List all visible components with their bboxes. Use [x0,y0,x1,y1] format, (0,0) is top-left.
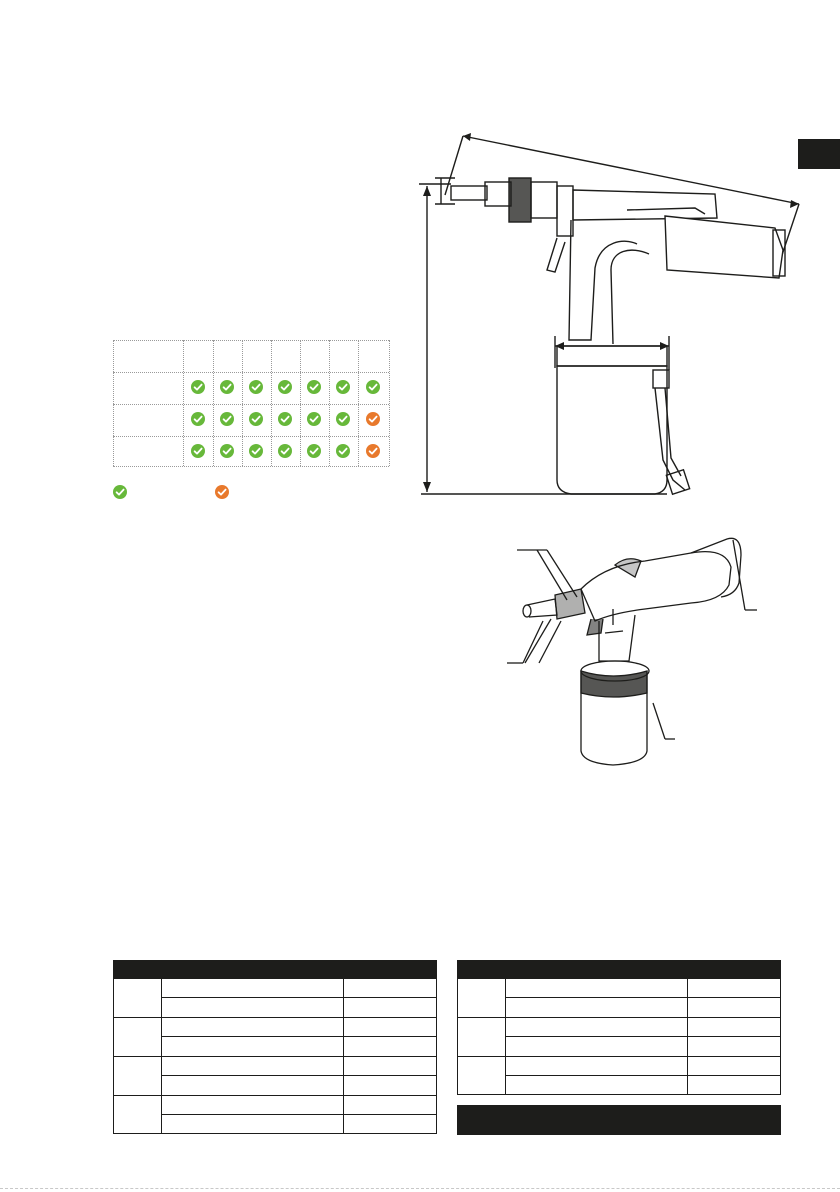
label-cell [505,1017,688,1037]
check-orange-icon [366,412,380,426]
tool-perspective-parts [495,525,775,775]
matrix-gridline [113,372,389,373]
matrix-gridline [113,436,389,437]
value-cell [343,1114,437,1134]
label-cell [161,1056,344,1076]
matrix-gridline [113,466,389,467]
tool-side-view-dimensions [405,120,825,510]
matrix-gridline [213,340,214,466]
check-green-icon [249,444,263,458]
page-bottom-rule [0,1188,840,1189]
label-cell [161,978,344,998]
legend-ok-icon [113,485,127,499]
label-cell [505,1036,688,1057]
spec-table-header [457,960,781,978]
group-cell [113,1056,162,1096]
value-cell [687,1075,781,1095]
value-cell [343,1056,437,1076]
group-cell [457,1017,506,1057]
label-cell [161,1017,344,1037]
check-green-icon [220,444,234,458]
group-cell [113,978,162,1018]
group-cell [113,1095,162,1134]
value-cell [343,1036,437,1057]
check-green-icon [307,412,321,426]
matrix-gridline [183,340,184,466]
check-green-icon [191,380,205,394]
matrix-gridline [113,340,389,341]
check-green-icon [307,380,321,394]
value-cell [343,978,437,998]
value-cell [687,997,781,1018]
check-green-icon [220,412,234,426]
note-bar [457,1105,781,1135]
matrix-gridline [242,340,243,466]
spec-table-left [113,960,437,1134]
check-green-icon [278,412,292,426]
check-green-icon [336,412,350,426]
value-cell [687,978,781,998]
matrix-gridline [113,340,114,466]
group-cell [457,1056,506,1095]
label-cell [505,978,688,998]
check-green-icon [249,412,263,426]
group-cell [457,978,506,1018]
check-green-icon [336,380,350,394]
check-green-icon [191,412,205,426]
matrix-gridline [113,404,389,405]
check-green-icon [336,444,350,458]
value-cell [687,1056,781,1076]
matrix-gridline [271,340,272,466]
compatibility-matrix [113,340,389,466]
label-cell [505,1056,688,1076]
check-green-icon [307,444,321,458]
check-green-icon [191,444,205,458]
matrix-gridline [329,340,330,466]
label-cell [505,1075,688,1095]
value-cell [687,1017,781,1037]
matrix-gridline [300,340,301,466]
value-cell [687,1036,781,1057]
check-orange-icon [366,444,380,458]
value-cell [343,1075,437,1096]
spec-table-header [113,960,437,978]
check-green-icon [278,380,292,394]
legend-limited-icon [215,485,229,499]
label-cell [505,997,688,1018]
value-cell [343,997,437,1018]
check-green-icon [249,380,263,394]
label-cell [161,1036,344,1057]
group-cell [113,1017,162,1057]
matrix-gridline [389,340,390,466]
matrix-gridline [358,340,359,466]
value-cell [343,1095,437,1115]
check-green-icon [278,444,292,458]
label-cell [161,1075,344,1096]
check-green-icon [220,380,234,394]
check-green-icon [366,380,380,394]
value-cell [343,1017,437,1037]
label-cell [161,1114,344,1134]
label-cell [161,1095,344,1115]
spec-table-right [457,960,781,1135]
label-cell [161,997,344,1018]
